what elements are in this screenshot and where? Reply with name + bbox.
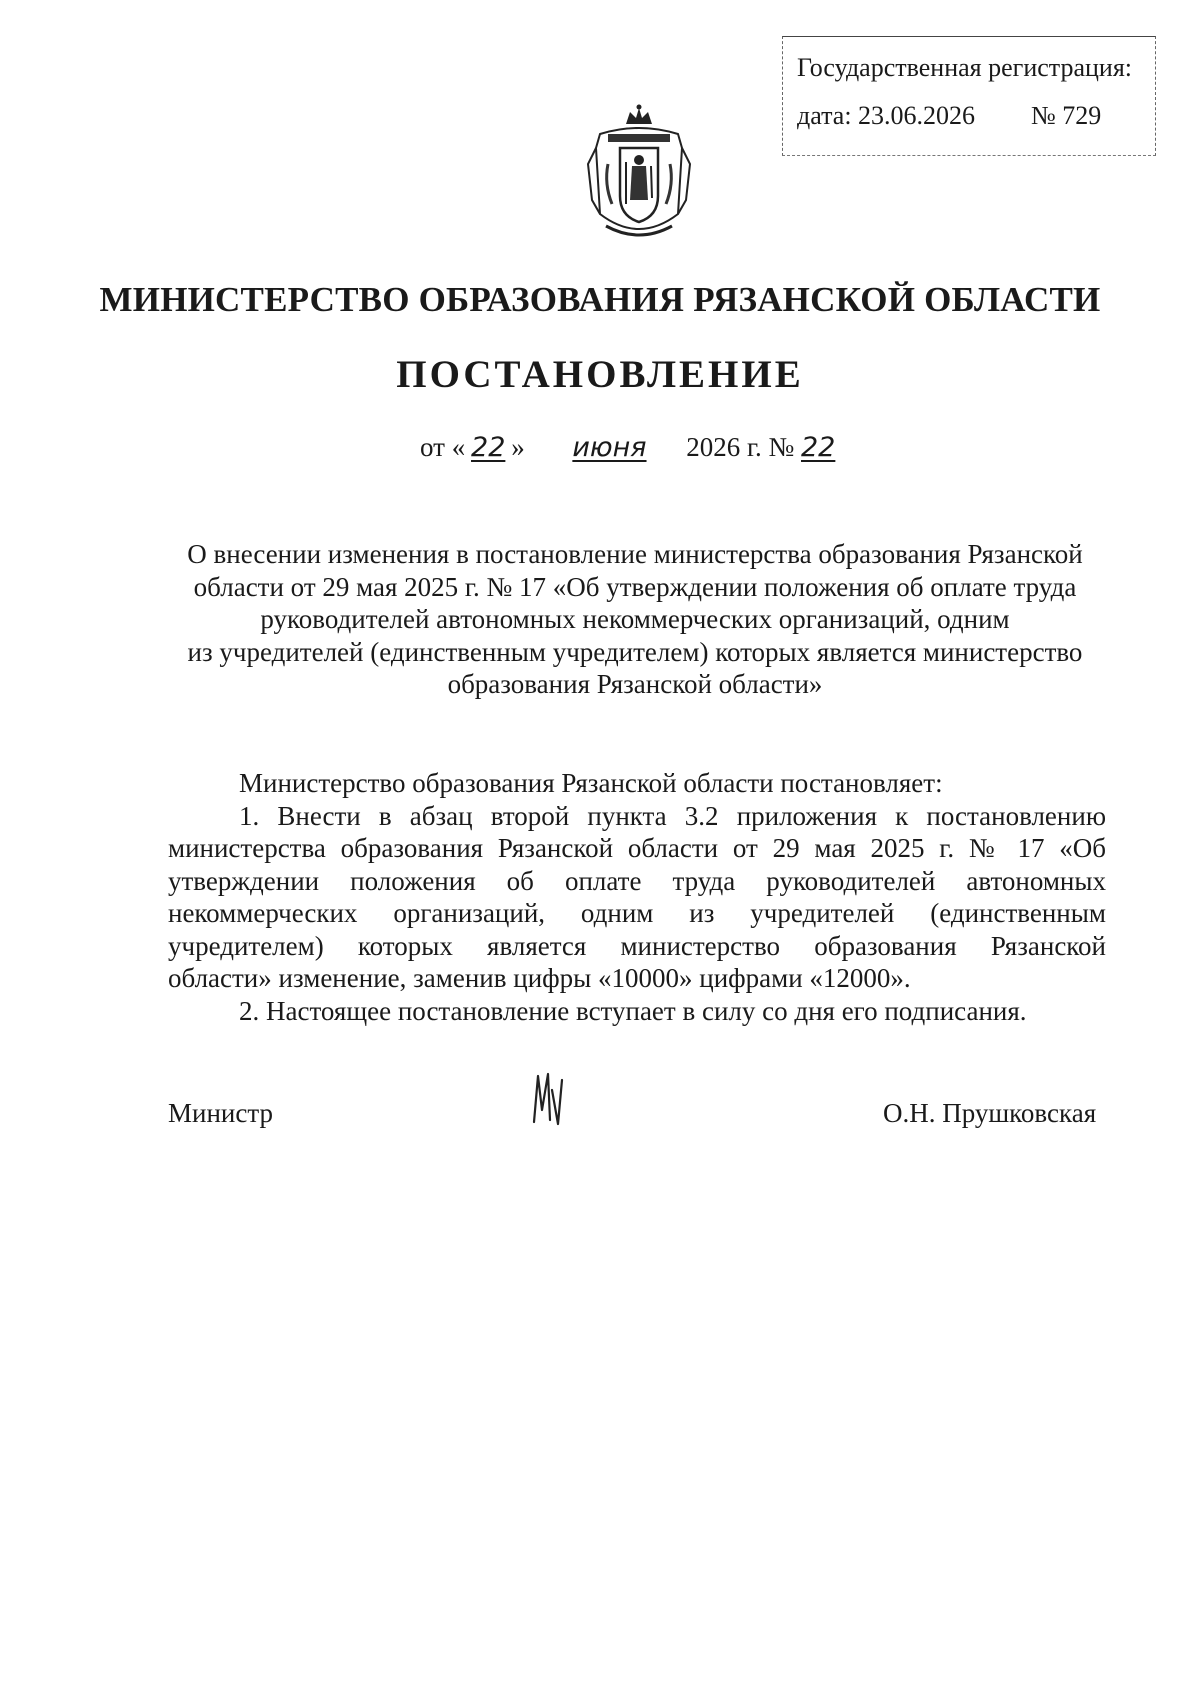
registration-title: Государственная регистрация: [797,53,1133,82]
date-year: 2026 г. № [686,432,795,462]
body-intro: Министерство образования Рязанской области постановляет: [239,768,943,798]
registration-stamp [782,36,1156,156]
date-quote-close: » [511,432,525,462]
document-type: ПОСТАНОВЛЕНИЕ [396,353,804,396]
subject-line: руководителей автономных некоммерческих организаций, одним [260,604,1010,634]
document-date-line [420,432,847,463]
paragraph-1-line: утверждении положения об оплате труда руководителей автономных [168,865,1106,896]
subject-line: образования Рязанской области» [447,669,823,699]
registration-date: дата: 23.06.2026 [797,101,976,130]
paragraph-2: 2. Настоящее постановление вступает в силу со дня его подписания. [239,995,1027,1026]
document-subject [150,538,1120,701]
handwritten-day: 22 [471,432,506,463]
paragraph-1-line: министерства образования Рязанской области от 29 мая 2025 г. № 17 «Об [168,833,1106,863]
paragraph-1-line: области» изменение, заменив цифры «10000» цифрами «12000». [168,963,911,993]
handwritten-signature [528,1070,568,1130]
signatory-name: О.Н. Прушковская [883,1098,1097,1128]
date-prefix: от « [420,432,466,462]
subject-line: области от 29 мая 2025 г. № 17 «Об утверждении положения об оплате труда [193,571,1077,602]
ministry-title: МИНИСТЕРСТВО ОБРАЗОВАНИЯ РЯЗАНСКОЙ ОБЛАСТИ [99,280,1101,319]
handwritten-month: июня [572,432,647,463]
subject-line: О внесении изменения в постановление министерства образования Рязанской [187,539,1083,569]
paragraph-1-line: учредителем) которых является министерство образования Рязанской [168,930,1106,961]
paragraph-1-line: некоммерческих организаций, одним из учредителей (единственным [168,898,1106,928]
coat-of-arms-icon [586,104,692,250]
document-body [168,767,1106,1027]
registration-number: № 729 [1031,101,1102,130]
handwritten-number: 22 [801,432,836,463]
subject-line: из учредителей (единственным учредителем) которых является министерство [187,636,1083,667]
signatory-position: Министр [168,1098,273,1128]
paragraph-1-line: 1. Внести в абзац второй пункта 3.2 приложения к постановлению [239,800,1106,831]
